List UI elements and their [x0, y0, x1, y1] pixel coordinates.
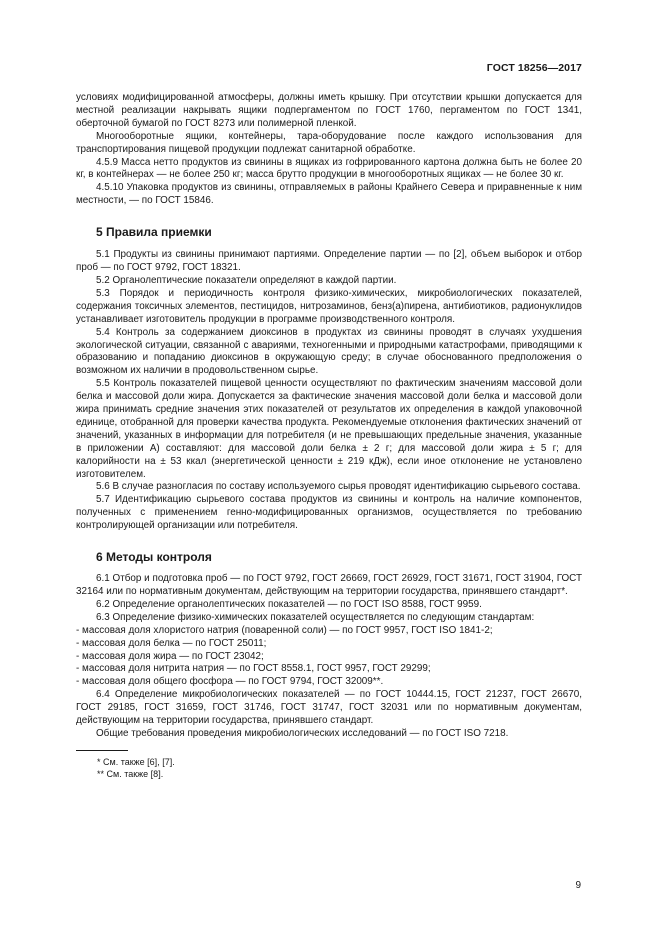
clause-4-5-9: 4.5.9 Масса нетто продуктов из свинины в ящиках из гофрированного картона должна быть не более 20 кг, в контейнерах — не более 250 кг; масса брутто продукции в многооборотных ящиках — не более 30 кг.	[76, 156, 582, 181]
clause-6-4: 6.4 Определение микробиологических показателей — по ГОСТ 10444.15, ГОСТ 21237, ГОСТ 26670, ГОСТ 29185, ГОСТ 31659, ГОСТ 31746, ГОСТ 31747, ГОСТ 32031 или по нормативным документам, действующим на территории государства, принявшего стандарт.	[76, 689, 582, 727]
list-item: - массовая доля жира — по ГОСТ 23042;	[76, 650, 264, 662]
clause-6-3: 6.3 Определение физико-химических показателей осуществляется по следующим стандартам:	[96, 611, 535, 623]
standard-header: ГОСТ 18256—2017	[486, 62, 582, 74]
clause-5-1: 5.1 Продукты из свинины принимают партиями. Определение партии — по [2], объем выборок и отбор проб — по ГОСТ 9792, ГОСТ 18321.	[76, 249, 582, 274]
list-item: - массовая доля хлористого натрия (поваренной соли) — по ГОСТ 9957, ГОСТ ISO 1841-2;	[76, 624, 493, 636]
section-6-title: 6 Методы контроля	[96, 550, 212, 565]
page-number: 9	[575, 880, 581, 891]
page-content	[76, 92, 582, 781]
clause-5-4: 5.4 Контроль за содержанием диоксинов в продуктах из свинины проводят в случаях ухудшения экологической ситуации, связанной с авариями, техногенными и природными катастрофами, приводящими к образованию и попаданию диоксинов в окружающую среду; в случае обоснованного предположения о возможном их наличии в продовольственном сырье.	[76, 326, 582, 377]
list-item: - массовая доля нитрита натрия — по ГОСТ 8558.1, ГОСТ 9957, ГОСТ 29299;	[76, 663, 431, 675]
clause-5-3: 5.3 Порядок и периодичность контроля физико-химических, микробиологических показателей, содержания токсичных элементов, пестицидов, нитрозаминов, бенз(а)пирена, антибиотиков, радионуклидов устанавливает изготовитель продукции в программе производственного контроля.	[76, 287, 582, 325]
list-item: - массовая доля общего фосфора — по ГОСТ 9794, ГОСТ 32009**.	[76, 676, 384, 688]
footnote-divider	[76, 750, 128, 751]
section-5-title: 5 Правила приемки	[96, 225, 212, 240]
footnote: ** См. также [8].	[97, 769, 164, 780]
paragraph: Многооборотные ящики, контейнеры, тара-оборудование после каждого использования для транспортирования пищевой продукции подлежат санитарной обработке.	[76, 130, 582, 155]
clause-6-1: 6.1 Отбор и подготовка проб — по ГОСТ 9792, ГОСТ 26669, ГОСТ 26929, ГОСТ 31671, ГОСТ 31904, ГОСТ 32164 или по нормативным документам, действующим на территории государства, принявшего стандарт*.	[76, 573, 582, 597]
clause-4-5-10: 4.5.10 Упаковка продуктов из свинины, отправляемых в районы Крайнего Севера и приравненные к ним местности, — по ГОСТ 15846.	[76, 182, 582, 207]
clause-5-7: 5.7 Идентификацию сырьевого состава продуктов из свинины и контроль на наличие компонентов, полученных с применением генно-модифицированных организмов, осуществляется по требованию контролирующей организации или потребителя.	[76, 494, 582, 532]
clause-5-5: 5.5 Контроль показателей пищевой ценности осуществляют по фактическим значениям массовой доли белка и массовой доли жира. Допускается за фактические значения массовой доли белка и массовой доли жира принимать средние значения этих показателей от результатов их определения в каждой упаковочной единице, отобранной для проверки качества продукта. Рекомендуемые отклонения фактических значений от значений, указанных в информации для потребителя (и не превышающих предельные значения, указанные в приложении А) составляют: для массовой доли белка ± 2 г; для массовой доли жира ± 5 г; для калорийности на ± 53 ккал (энергетической ценности ± 219 кДж), если иное отклонение не установлено изготовителем.	[76, 378, 582, 480]
paragraph: Общие требования проведения микробиологических исследований — по ГОСТ ISO 7218.	[96, 727, 509, 739]
clause-6-2: 6.2 Определение органолептических показателей — по ГОСТ ISO 8588, ГОСТ 9959.	[96, 598, 482, 610]
clause-5-6: 5.6 В случае разногласия по составу используемого сырья проводят идентификацию сырьевого состава.	[96, 481, 581, 493]
footnote: * См. также [6], [7].	[97, 756, 175, 767]
clause-5-2: 5.2 Органолептические показатели определяют в каждой партии.	[96, 274, 397, 286]
list-item: - массовая доля белка — по ГОСТ 25011;	[76, 637, 267, 649]
paragraph: условиях модифицированной атмосферы, должны иметь крышку. При отсутствии крышки допускается для местной реализации накрывать ящики подпергаментом по ГОСТ 1760, пергаментом по ГОСТ 1341, оберточной бумагой по ГОСТ 8273 или полимерной пленкой.	[76, 92, 582, 129]
